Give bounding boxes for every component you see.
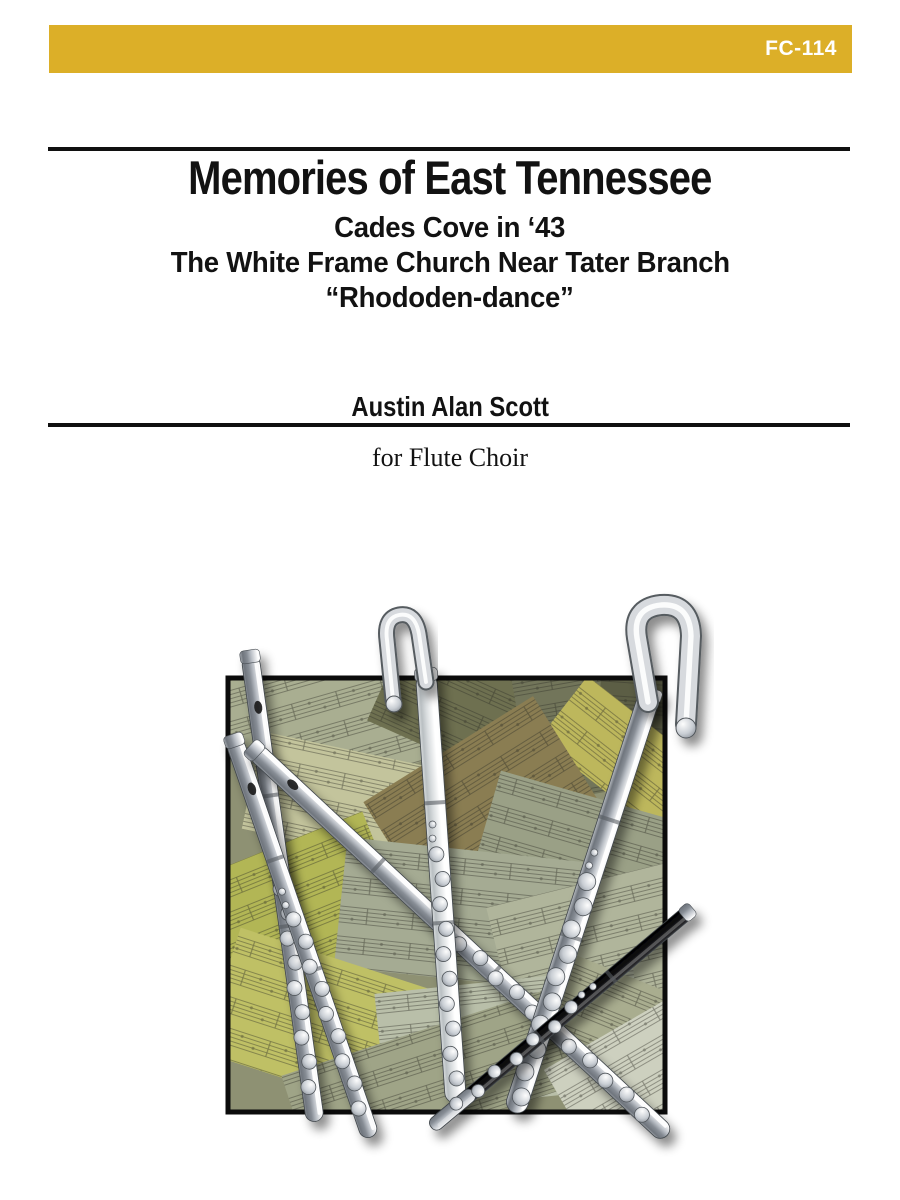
catalog-number: FC-114 [765,37,837,60]
movement-3: “Rhododen-dance” [326,282,574,314]
movement-2: The White Frame Church Near Tater Branch [170,247,730,279]
page-title [0,153,900,203]
cover-art [0,590,900,1200]
movement-list [0,211,900,316]
title-text: Memories of East Tennessee [188,151,712,204]
composer-name: Austin Alan Scott [351,391,549,422]
divider-rule-middle [48,423,850,427]
instrumentation-line: for Flute Choir [372,443,528,472]
catalog-banner [49,25,852,73]
divider-rule-top [48,147,850,151]
movement-1: Cades Cove in ‘43 [334,212,566,244]
